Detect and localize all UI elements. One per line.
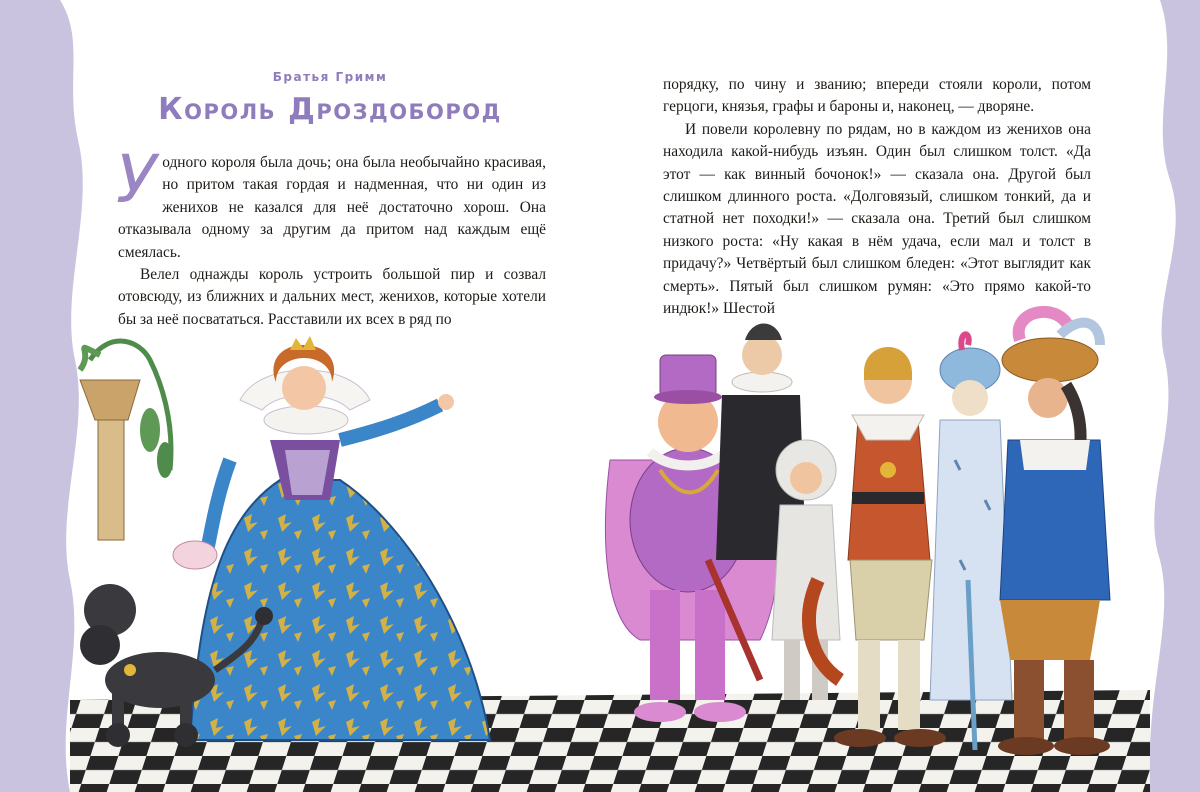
- suitor-musketeer: [998, 312, 1110, 755]
- author-name: Братья Гримм: [272, 70, 388, 84]
- story-title: Король Дроздобород: [158, 92, 502, 127]
- paragraph-text: одного короля была дочь; она была необычайно красивая, но притом такая гордая и надменная, что ни один из женихов не казался для неё достаточно хорош. Она отказывала одному за другим да притом над каждым ещё смеялась.: [118, 154, 546, 261]
- paragraph: порядку, по чину и званию; впереди стояли короли, потом герцоги, князья, графы и бароны и, наконец, — дворяне.: [663, 76, 1091, 116]
- princess-figure: [173, 336, 490, 740]
- potted-plant: [80, 341, 173, 540]
- drop-cap: У: [116, 141, 157, 218]
- paragraph: Велел однажды король устроить большой пир и созвал отовсюду, из ближних и дальних мест, женихов, которые хотели бы за неё посвататься. Расставили их всех в ряд по: [118, 266, 546, 328]
- suitor-short-wig: [772, 440, 840, 700]
- suitor-turban: [930, 334, 1012, 750]
- paragraph: И повели королевну по рядам, но в каждом из женихов она находила какой-нибудь изъян. Один был слишком толст. «Да этот — как винный бочонок!» — сказала она. Другой был слишком длинного роста. «Долговязый, слишком тонкий, да и статной нет походки!» — сказала она. Третий был слишком низкого роста: «Ну какая в нём удача, если мал и толст в придачу?» Четвёртый был слишком бледен: «Этот выглядит как смерть». Пятый был слишком румян: «Это прямо какой-то индюк!» Шестой: [663, 120, 1091, 318]
